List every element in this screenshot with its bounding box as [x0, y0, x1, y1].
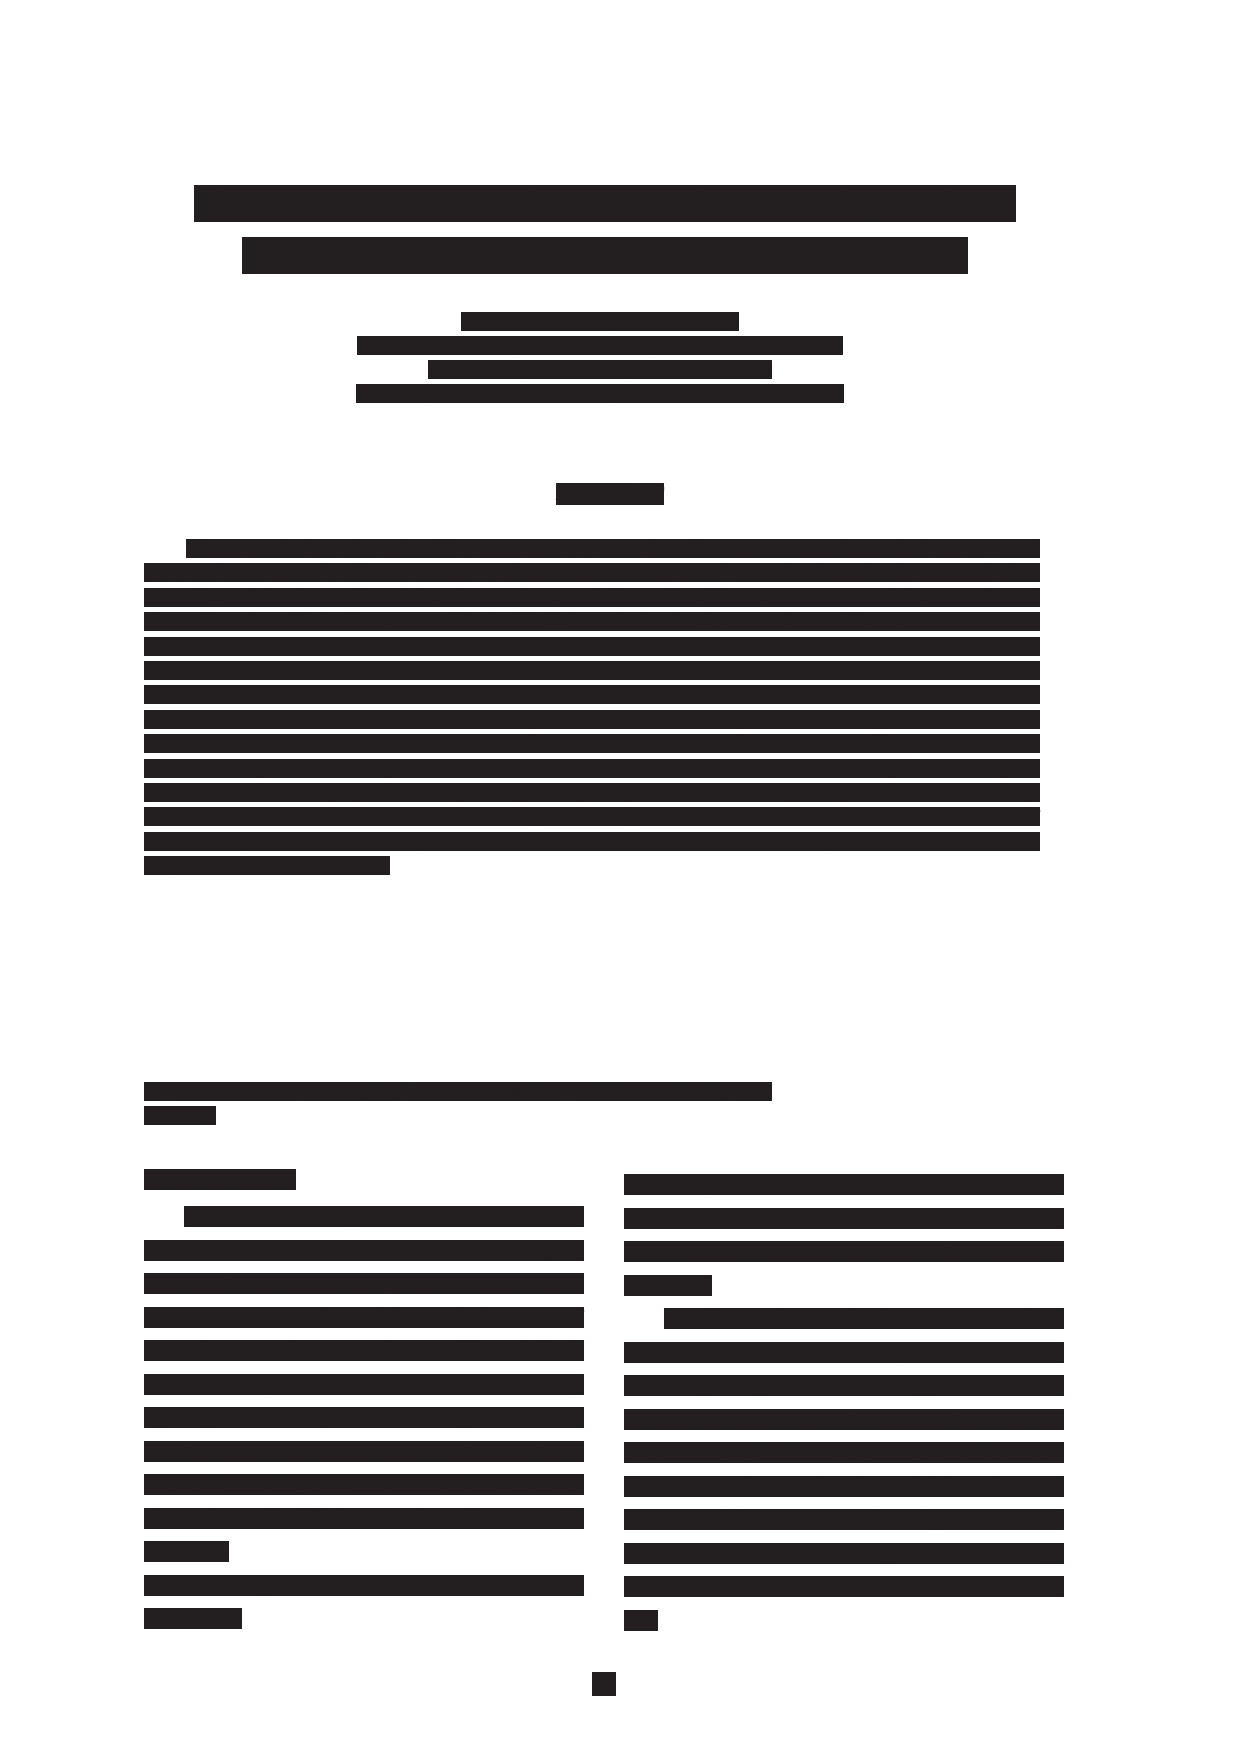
affiliation-2: Institute of Applied Research, Northern University: [427, 360, 773, 379]
keywords: [144, 1080, 844, 1128]
left-column: [144, 1168, 584, 1636]
author-names: Raymond M. Harold, Edmund Philips: [461, 312, 739, 331]
title-line-1: The Movement of Sunflower Traction Aided by the Scale: [194, 185, 1016, 222]
right-paragraph-1: explaining how environmental stress alters normal development, and how mechanical failure modes emerge in diseased or stressed plants under field conditions.: [624, 1174, 1064, 1296]
author-block: [270, 310, 930, 406]
affiliation-1: Computational Biology and Plant Sciences, Department of Engineering: [356, 336, 844, 355]
right-column: [624, 1168, 1064, 1637]
keywords-text: Keywords: sunflower, heliotropism, finite element method, multiscale mechanics, plant pathology: [144, 1082, 773, 1125]
left-paragraph-2: Understanding the mechanics of this motion is essential for: [144, 1574, 584, 1629]
abstract-body: [144, 537, 1040, 879]
section-heading-introduction: INTRODUCTION: [144, 1169, 297, 1190]
paper-title: [140, 178, 1070, 282]
abstract-text: This research delves into the diffusion and propagation of sunflower traction under mechanical stress and computational scale models. The study addresses the interplay between plant tissue mechanics and environmental forcing, presenting a finite element formulation that couples growth kinematics with turgor pressure variation. Experimental observations from field trials were combined with high resolution imaging to estimate stiffness parameters across developmental stages. The resulting model reproduces the heliotropic movement observed in young plants and captures the gradual stiffening that suppresses motion at maturity. Sensitivity analyses indicate that cell wall extensibility and differential growth rates dominate the response, while gravitropic contributions remain secondary under typical daylight conditions. We further introduce a multiscale homogenization scheme that bridges cellular and organ level descriptions, enabling efficient simulation of entire stems. Validation against independent data sets shows good agreement in both amplitude and phase of the daily oscillation. The framework is extensible to other species exhibiting solar tracking and provides a basis for studying mechanical pathology in crops subjected to wind loading, drought, or nutrient deficiency. Implications for agricultural breeding and for the design of bio-inspired actuators are discussed in detail, and limitations of the current approach are outlined together with directions for future investigation and experimental refinement of the proposed computational methods.: [144, 539, 1040, 876]
title-line-2: Mechanics Based Computational Finite Pathology: [242, 237, 968, 274]
page-number: 1: [592, 1672, 616, 1696]
abstract-heading-text: ABSTRACT: [555, 483, 665, 505]
abstract-heading: [540, 481, 680, 507]
left-paragraph-1: Sunflowers have long fascinated researchers with their ability to track the sun across the sky during the early stages of growth. This behaviour, known as heliotropism, arises from differential elongation of stem tissue on the east and west sides, which is orchestrated by a circadian clock and modulated by light signals. While qualitative descriptions abound, quantitative mechanical models that link tissue properties to whole plant motion remain scarce and often rely on simplified assumptions about material behaviour.: [144, 1206, 584, 1562]
affiliation-3: Laboratory of Agricultural Modelling, Southern Institute of Technology: [356, 384, 844, 403]
right-paragraph-2: In this work we develop a computational framework to capture these phenomena without sacrificing biological realism. Our approach combines experimental measurement with multiscale finite element analysis, allowing us to explore how local tissue properties translate into global motion and structural failure. In the following sections we describe the model formulation, calibration strategy, and validation against independent experimental data sets.: [624, 1308, 1064, 1631]
